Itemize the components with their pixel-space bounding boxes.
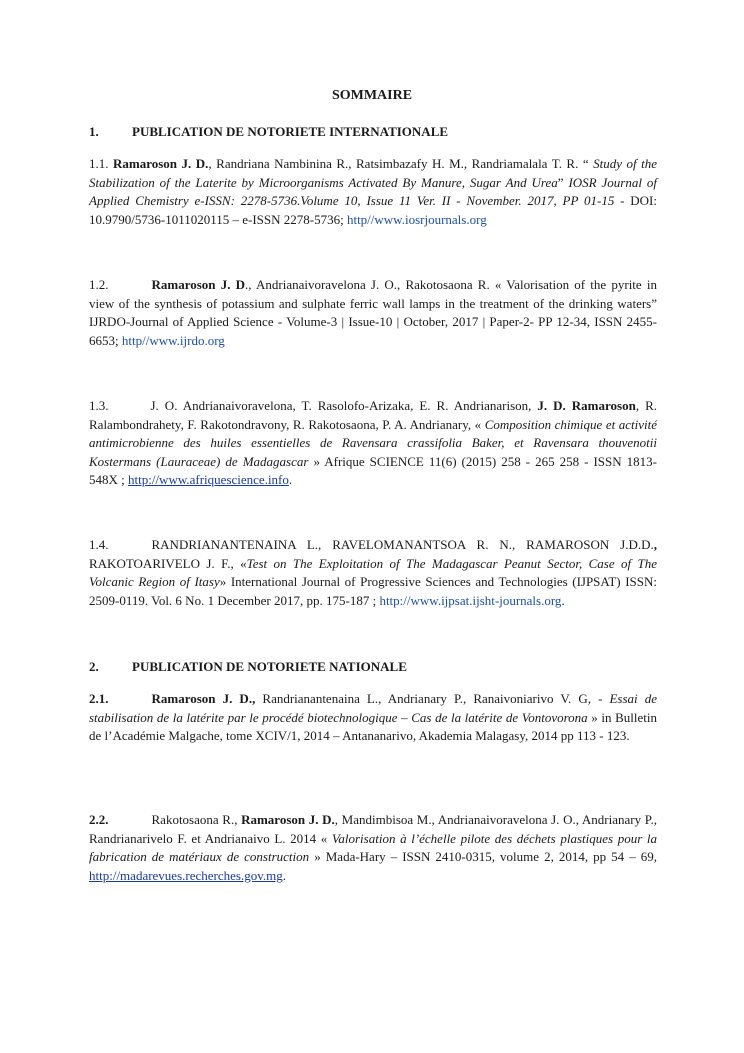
entry-number: 2.2. bbox=[89, 812, 109, 827]
section-heading-national bbox=[89, 659, 407, 675]
entry-title: Study of the Stabilization of the Laterite by Microorganisms Activated By Manure, Sugar And Urea bbox=[89, 156, 657, 190]
entry-number: 2.1. bbox=[89, 691, 109, 706]
publication-entry-1-2 bbox=[89, 276, 657, 350]
entry-details: - DOI: 10.9790/5736-1011020115 – e-ISSN 2278-5736; bbox=[89, 193, 658, 227]
author-highlight: J. D. Ramaroson bbox=[537, 398, 636, 413]
entry-text: ” bbox=[557, 174, 569, 190]
entry-title: Valorisation à l’échelle pilote des déchets plastiques pour la fabrication de matériaux de construction bbox=[89, 830, 657, 864]
author-highlight: Ramaroson J. D bbox=[151, 277, 246, 292]
section-number: 1. bbox=[89, 124, 99, 139]
entry-number: 1.4. bbox=[89, 537, 109, 552]
entry-authors: ., Andrianaivoravelona J. O., Rakotosaona R. « Valorisation of the pyrite in view of the synthesis of potassium and sulphate ferric wall lamps in the treatment of the drinking waters” IJRDO-Journal of Applied Science - Volume-3 | Issue-10 | October, 2017 | Paper-2- PP 12-34, ISSN 2455-6653; bbox=[89, 277, 657, 348]
entry-end: . bbox=[288, 472, 293, 487]
entry-comma: , bbox=[653, 537, 657, 552]
section-title: PUBLICATION DE NOTORIETE NATIONALE bbox=[132, 659, 407, 674]
entry-authors: , Randriana Nambinina R., Ratsimbazafy H. M., Randriamalala T. R. “ bbox=[208, 156, 594, 171]
author-highlight: Ramaroson J. D., bbox=[151, 691, 256, 706]
entry-title: Test on The Exploitation of The Madagascar Peanut Sector, Case of The Volcanic Region of Itasy bbox=[89, 555, 657, 589]
entry-url[interactable]: http://www.afriquescience.info bbox=[128, 472, 289, 487]
entry-url[interactable]: http//www.iosrjournals.org bbox=[346, 211, 487, 227]
section-title: PUBLICATION DE NOTORIETE INTERNATIONALE bbox=[132, 124, 449, 139]
entry-title: Composition chimique et activité antimicrobienne des huiles essentielles de Ravensara crassifolia Baker, et Ravensara thouvenotii Kostermans (Lauraceae) de Madagascar bbox=[89, 416, 657, 469]
entry-end: . bbox=[282, 867, 286, 883]
publication-entry-1-3 bbox=[89, 397, 657, 490]
page-title: SOMMAIRE bbox=[331, 88, 413, 103]
entry-url[interactable]: http//www.ijrdo.org bbox=[121, 332, 225, 348]
entry-number: 1.2. bbox=[89, 277, 109, 292]
entry-authors-after: RAKOTOARIVELO J. F., « bbox=[89, 555, 247, 571]
entry-authors: RANDRIANANTENAINA L., RAVELOMANANTSOA R. N., RAMAROSON J.D.D. bbox=[151, 537, 654, 552]
entry-authors-after: , Mandimbisoa M., Andrianaivoravelona J. O., Andrianary P., Randrianarivelo F. et Andrianaivo L. 2014 « bbox=[89, 812, 657, 846]
publication-entry-2-1 bbox=[89, 690, 657, 746]
entry-details: » Mada-Hary – ISSN 2410-0315, volume 2, 2014, pp 54 – 69, bbox=[309, 849, 657, 864]
entry-details: » International Journal of Progressive Sciences and Technologies (IJPSAT) ISSN: 2509-0119. Vol. 6 No. 1 December 2017, pp. 175-187 ; bbox=[89, 574, 658, 608]
author-highlight: Ramaroson J. D. bbox=[241, 812, 335, 827]
entry-authors: J. O. Andrianaivoravelona, T. Rasolofo-Arizaka, E. R. Andrianarison, bbox=[150, 398, 538, 413]
section-number: 2. bbox=[89, 659, 99, 674]
entry-authors-after: , R. Ralambondrahety, F. Rakotondravony, R. Rakotosaona, P. A. Andrianary, « bbox=[89, 398, 657, 432]
entry-url[interactable]: http://madarevues.recherches.gov.mg bbox=[89, 867, 283, 883]
entry-url[interactable]: http://www.ijpsat.ijsht-journals.org bbox=[379, 592, 562, 608]
entry-journal: IOSR Journal of Applied Chemistry e-ISSN: 2278-5736.Volume 10, Issue 11 Ver. II - November. 2017, PP 01-15 bbox=[89, 174, 657, 208]
entry-number: 1.3. bbox=[89, 398, 109, 413]
entry-details: » Afrique SCIENCE 11(6) (2015) 258 - 265 258 - ISSN 1813-548X ; bbox=[89, 453, 657, 487]
entry-number: 1.1. bbox=[89, 156, 109, 171]
entry-details: » in Bulletin de l’Académie Malgache, tome XCIV/1, 2014 – Antananarivo, Akademia Malagasy, 2014 pp 113 - 123. bbox=[89, 709, 657, 743]
publication-entry-1-4 bbox=[89, 536, 657, 610]
entry-authors: Randrianantenaina L., Andrianary P., Ranaivoniarivo V. G, - bbox=[255, 691, 610, 706]
publication-entry-1-1 bbox=[89, 155, 657, 229]
publication-entry-2-2 bbox=[89, 811, 657, 885]
entry-authors: Rakotosaona R., bbox=[151, 812, 242, 827]
entry-title: Essai de stabilisation de la latérite par le procédé biotechnologique – Cas de la latérite de Vontovorona bbox=[89, 691, 657, 725]
section-heading-international bbox=[89, 124, 448, 140]
author-highlight: Ramaroson J. D. bbox=[113, 156, 209, 171]
entry-end: . bbox=[561, 592, 565, 608]
